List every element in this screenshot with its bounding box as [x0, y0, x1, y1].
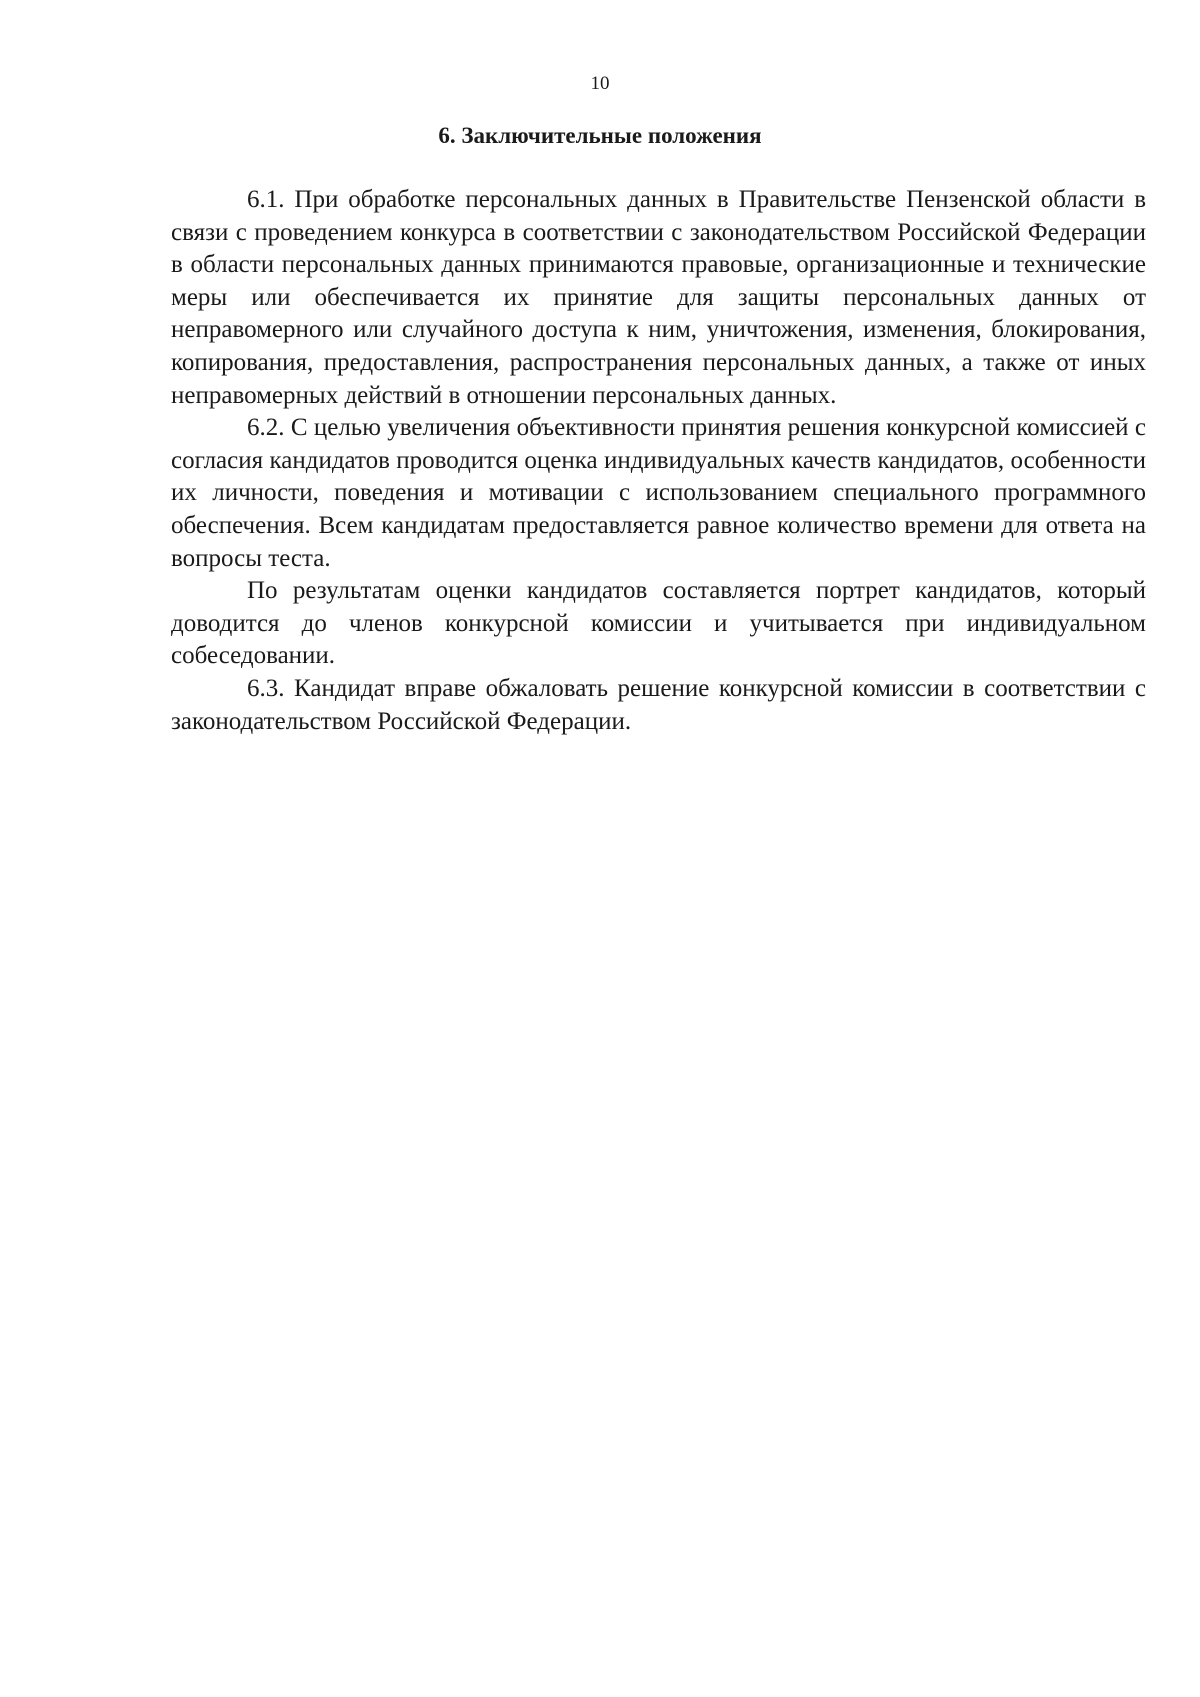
page-number: 10 [590, 73, 610, 94]
paragraph-6-2: 6.2. С целью увеличения объективности принятия решения конкурсной комиссией с согласия кандидатов проводится оценка индивидуальных качеств кандидатов, особенности их личности, поведения и мотивации с использованием специального программного обеспечения. Всем кандидатам предоставляется равное количество времени для ответа на вопросы теста. [171, 414, 1146, 572]
document-body [171, 184, 1146, 738]
paragraph-6-1: 6.1. При обработке персональных данных в Правительстве Пензенской области в связи с проведением конкурса в соответствии с законодательством Российской Федерации в области персональных данных принимаются правовые, организационные и технические меры или обеспечивается их принятие для защиты персональных данных от неправомерного или случайного доступа к ним, уничтожения, изменения, блокирования, копирования, предоставления, распространения персональных данных, а также от иных неправомерных действий в отношении персональных данных. [171, 186, 1146, 409]
paragraph-6-3: 6.3. Кандидат вправе обжаловать решение конкурсной комиссии в соответствии с законодательством Российской Федерации. [171, 674, 1146, 735]
section-title: 6. Заключительные положения [438, 123, 762, 148]
paragraph-assessment-results: По результатам оценки кандидатов составляется портрет кандидатов, который доводится до членов конкурсной комиссии и учитывается при индивидуальном собеседовании. [171, 577, 1146, 670]
